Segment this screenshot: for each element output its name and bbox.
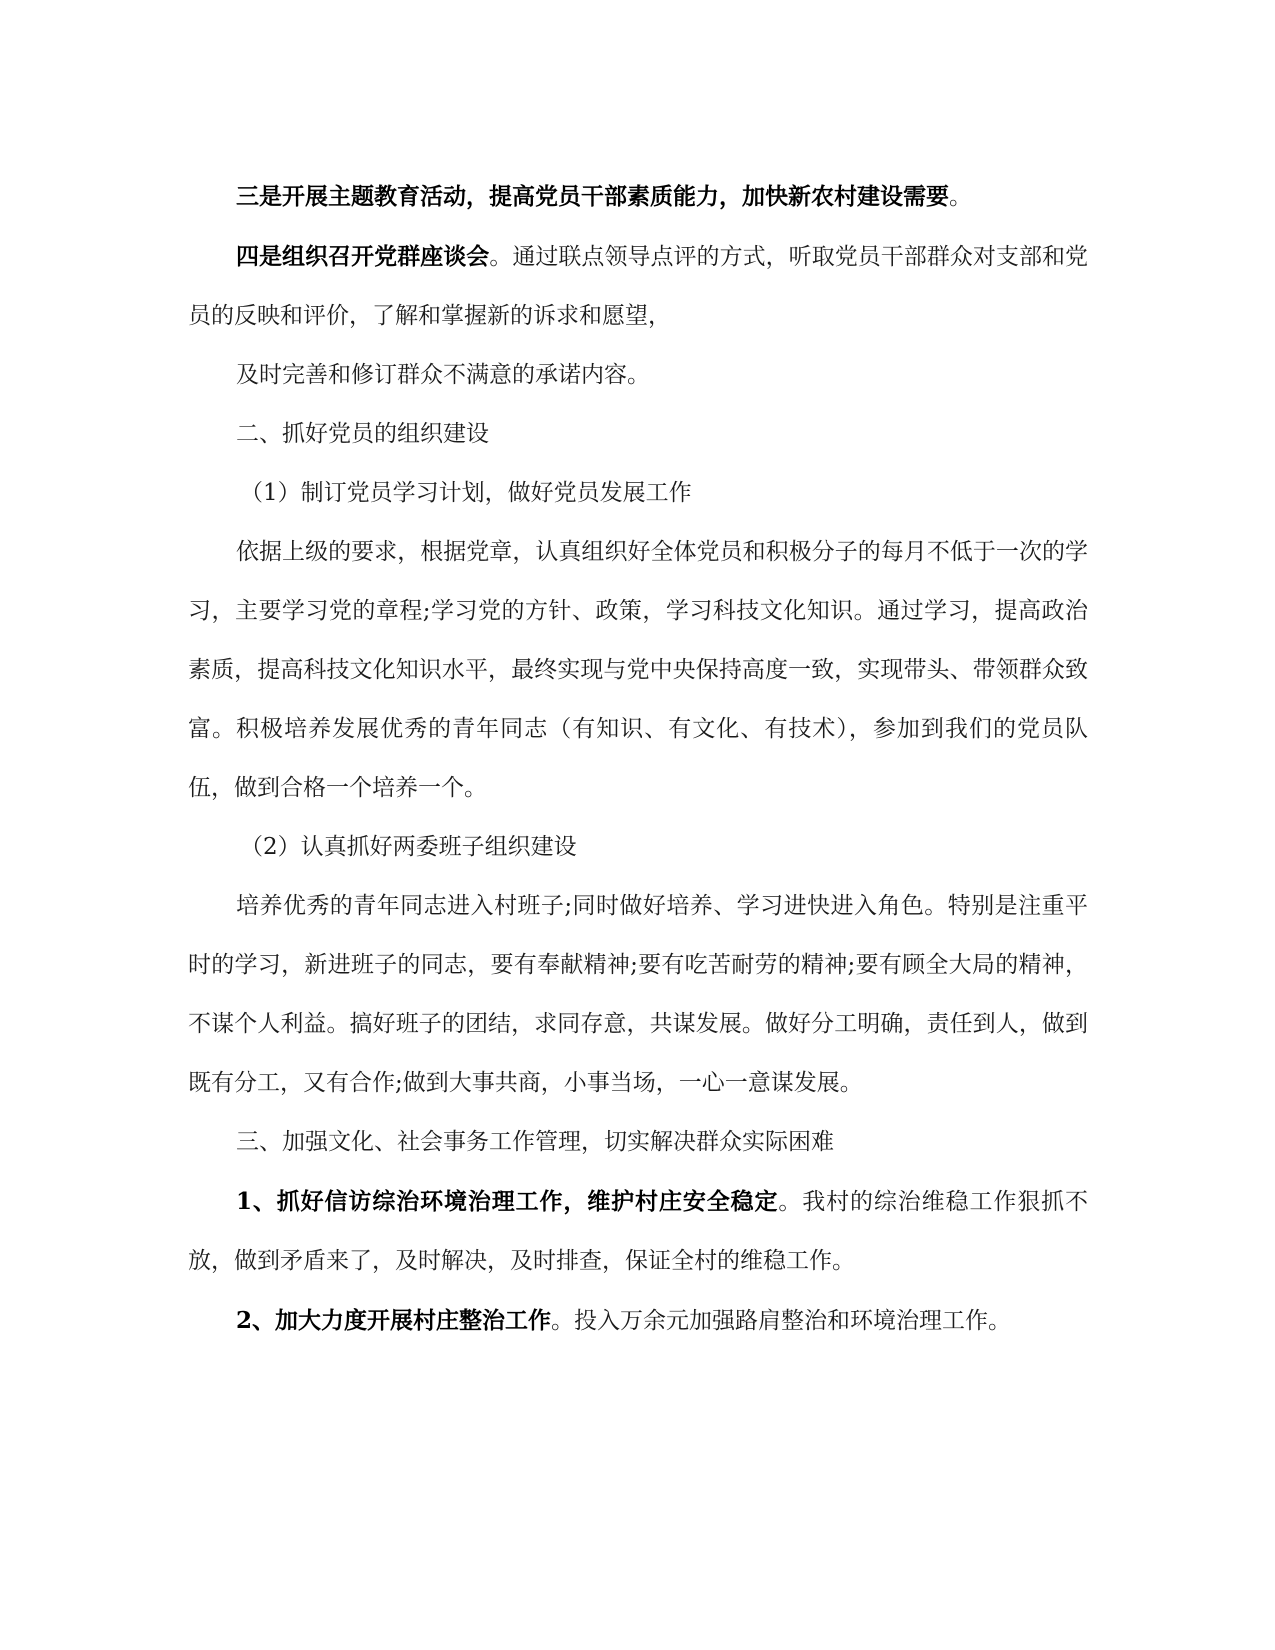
paragraph-revise-commitments (188, 346, 1088, 405)
document-body (188, 167, 1088, 1351)
paragraph-committee (188, 877, 1088, 1113)
bold-heading: 1、抓好信访综治环境治理工作，维护村庄安全稳定 (236, 1188, 779, 1215)
paragraph-text: 。 (949, 184, 972, 210)
paragraph-study-plan (188, 523, 1088, 818)
paragraph-text: 依据上级的要求，根据党章，认真组织好全体党员和积极分子的每月不低于一次的学习，主要学习党的章程;学习党的方针、政策，学习科技文化知识。通过学习，提高政治素质，提高科技文化知识水平，最终实现与党中央保持高度一致，实现带头、带领群众致富。积极培养发展优秀的青年同志（有知识、有文化、有技术），参加到我们的党员队伍，做到合格一个培养一个。 (188, 539, 1088, 801)
subheading-committee (188, 818, 1088, 877)
section-heading-social-affairs (188, 1113, 1088, 1172)
bold-heading: 三是开展主题教育活动，提高党员干部素质能力，加快新农村建设需要 (236, 183, 949, 210)
paragraph-forum (188, 227, 1088, 346)
paragraph-text: 培养优秀的青年同志进入村班子;同时做好培养、学习进快进入角色。特别是注重平时的学习，新进班子的同志，要有奉献精神;要有吃苦耐劳的精神;要有顾全大局的精神，不谋个人利益。搞好班子的团结，求同存意，共谋发展。做好分工明确，责任到人，做到既有分工，又有合作;做到大事共商，小事当场，一心一意谋发展。 (188, 893, 1088, 1096)
paragraph-theme-education (188, 167, 1088, 227)
paragraph-text: 及时完善和修订群众不满意的承诺内容。 (236, 362, 650, 388)
subheading-study-plan (188, 464, 1088, 523)
bold-heading: 四是组织召开党群座谈会 (236, 243, 490, 270)
paragraph-village-renovation (188, 1291, 1088, 1351)
paragraph-text: 。投入万余元加强路肩整治和环境治理工作。 (551, 1308, 1012, 1334)
bold-heading: 2、加大力度开展村庄整治工作 (236, 1307, 552, 1334)
paragraph-text: 二、抓好党员的组织建设 (236, 421, 489, 447)
paragraph-text: 。我村的综治维稳工作狠抓不放，做到矛盾来了，及时解决，及时排查，保证全村的维稳工作。 (188, 1189, 1088, 1274)
paragraph-petition-security (188, 1172, 1088, 1291)
paragraph-text: （1）制订党员学习计划，做好党员发展工作 (240, 480, 692, 506)
section-heading-organization (188, 405, 1088, 464)
paragraph-text: （2）认真抓好两委班子组织建设 (240, 834, 577, 860)
paragraph-text: 三、加强文化、社会事务工作管理，切实解决群众实际困难 (236, 1129, 834, 1155)
paragraph-text: 。通过联点领导点评的方式，听取党员干部群众对支部和党员的反映和评价，了解和掌握新的诉求和愿望， (188, 244, 1089, 329)
